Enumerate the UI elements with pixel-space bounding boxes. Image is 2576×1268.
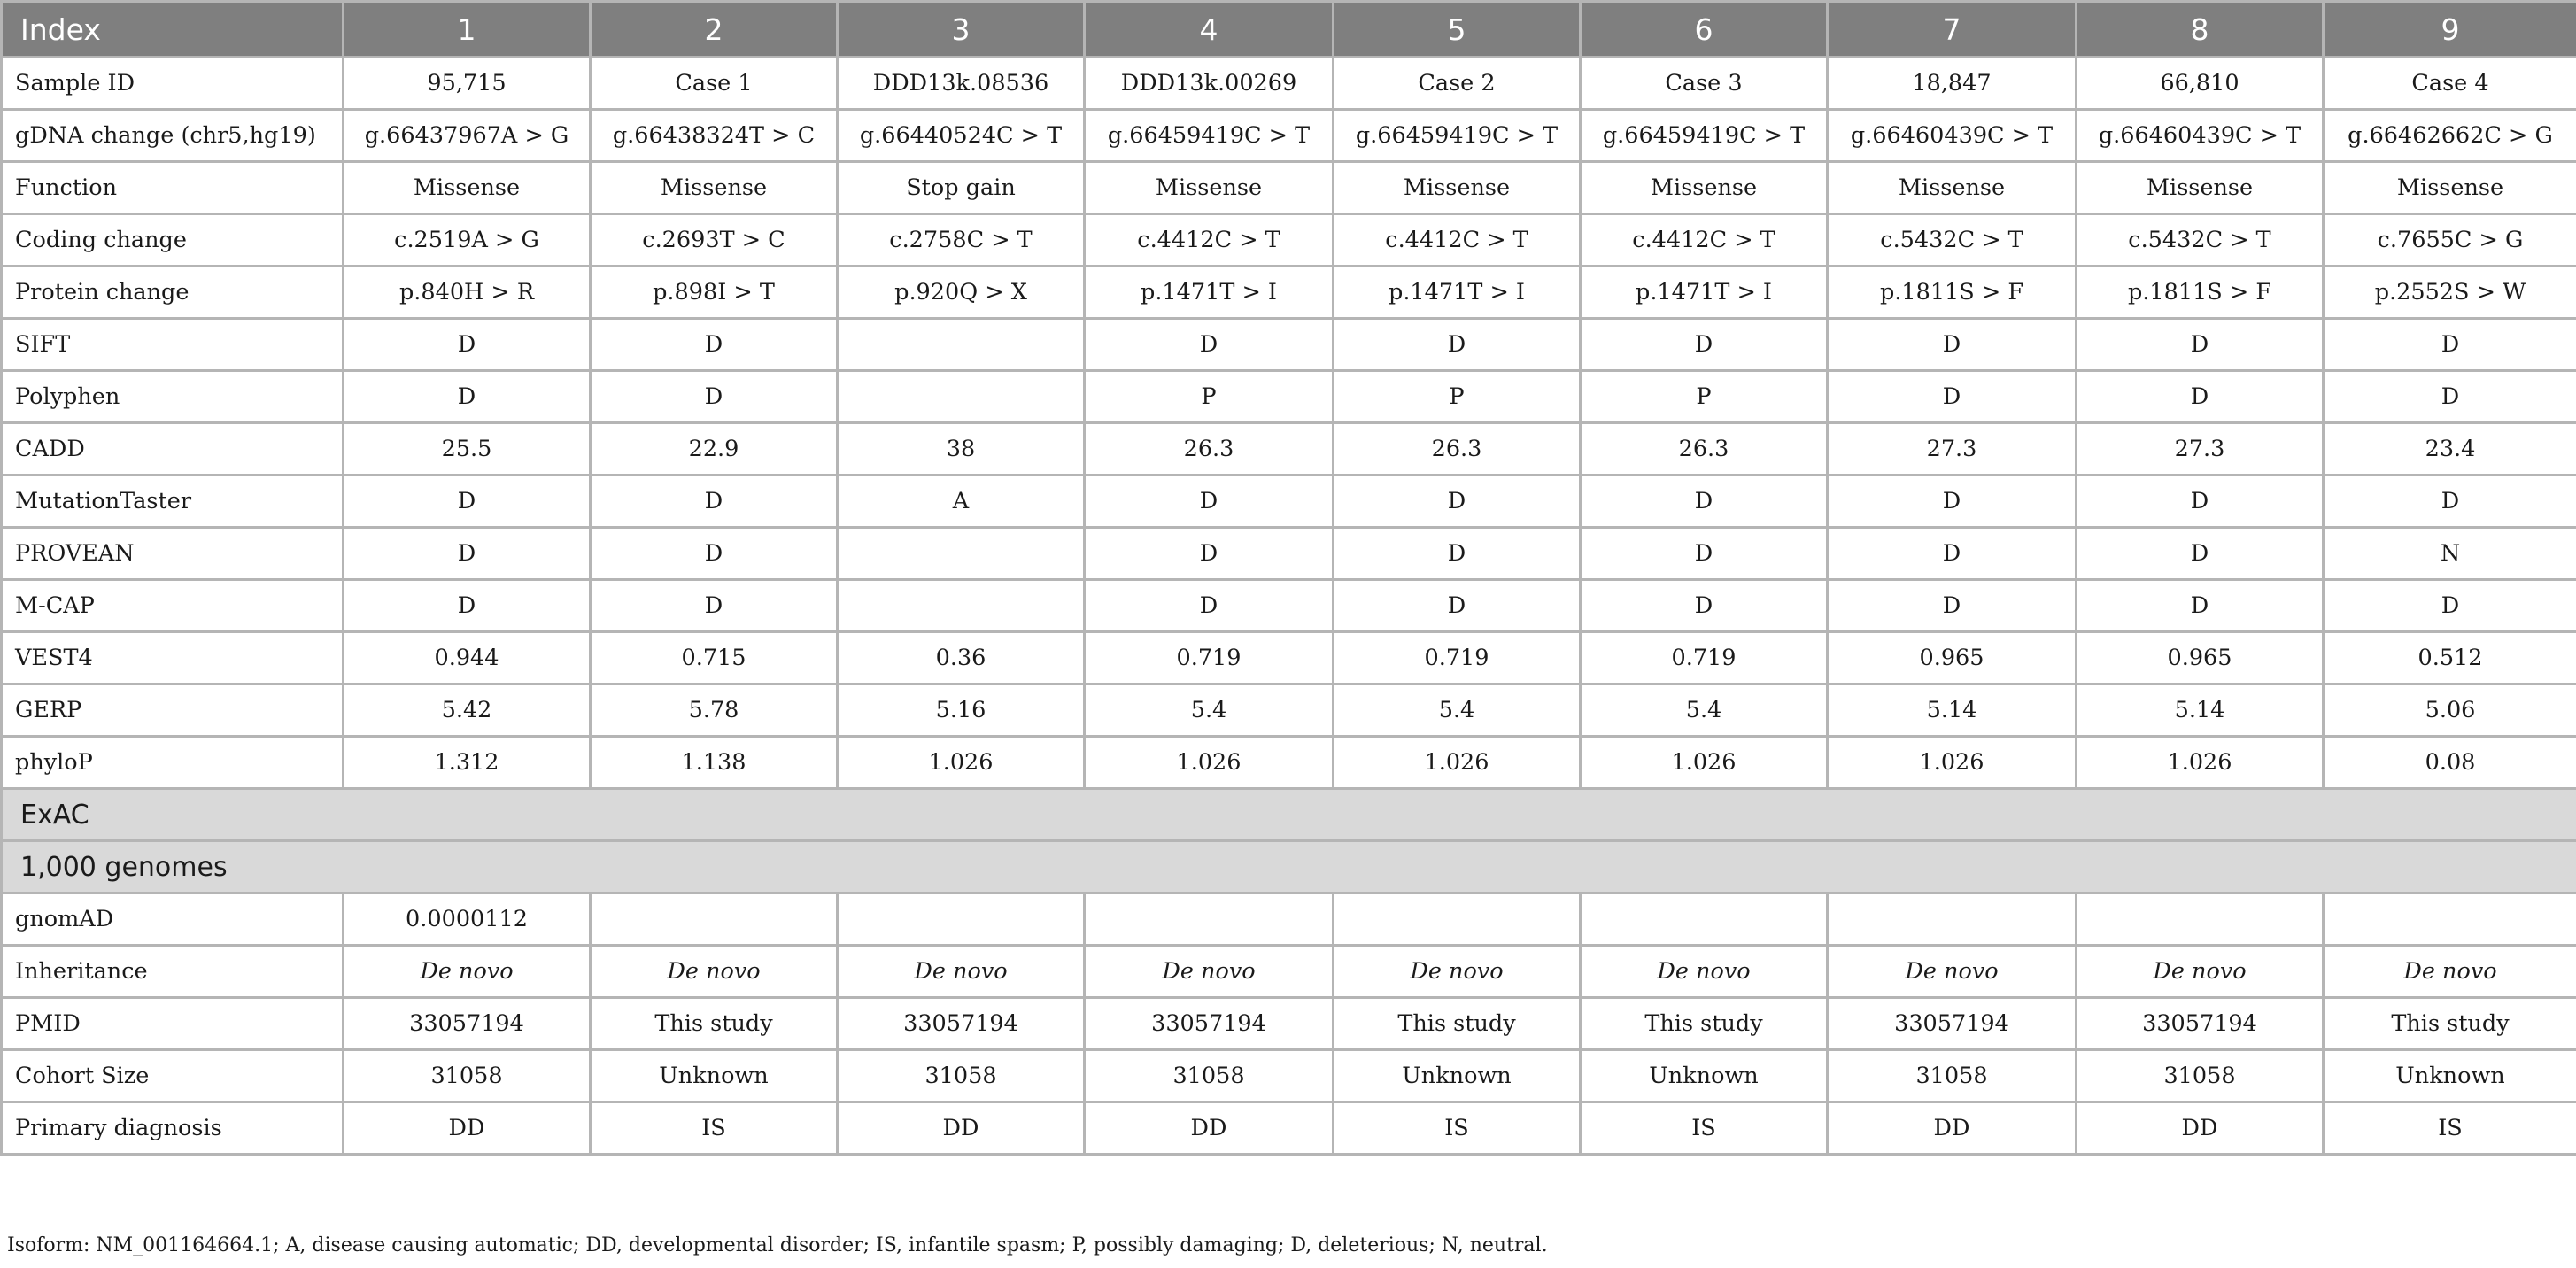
table-cell: D	[1085, 319, 1334, 371]
table-cell: 66,810	[2077, 58, 2324, 110]
table-cell: p.2552S > W	[2324, 267, 2576, 319]
row-label: Function	[2, 162, 344, 214]
table-cell: DD	[1085, 1102, 1334, 1155]
table-cell: p.1471T > I	[1085, 267, 1334, 319]
table-cell: D	[1334, 528, 1581, 580]
table-cell: 26.3	[1581, 423, 1828, 476]
table-cell: D	[1085, 580, 1334, 632]
table-cell: D	[2324, 476, 2576, 528]
column-header: 9	[2324, 2, 2576, 58]
row-label: Cohort Size	[2, 1050, 344, 1102]
table-cell: D	[344, 476, 591, 528]
table-cell: 5.16	[838, 684, 1085, 737]
table-cell: Case 1	[591, 58, 838, 110]
table-cell: D	[1334, 476, 1581, 528]
table-cell	[838, 528, 1085, 580]
column-header: 8	[2077, 2, 2324, 58]
table-cell: 5.4	[1334, 684, 1581, 737]
table-row	[2, 893, 2576, 946]
table-row	[2, 110, 2576, 162]
table-cell: De novo	[1085, 946, 1334, 998]
table-cell: 33057194	[1828, 998, 2077, 1050]
table-cell: Unknown	[591, 1050, 838, 1102]
table-cell: 33057194	[838, 998, 1085, 1050]
table-cell: D	[591, 476, 838, 528]
table-cell: De novo	[1828, 946, 2077, 998]
table-row	[2, 476, 2576, 528]
table-cell: 22.9	[591, 423, 838, 476]
table-row	[2, 371, 2576, 423]
table-cell: D	[344, 580, 591, 632]
row-label: SIFT	[2, 319, 344, 371]
table-cell: g.66459419C > T	[1334, 110, 1581, 162]
table-row	[2, 267, 2576, 319]
table-cell: D	[1085, 476, 1334, 528]
table-cell: g.66440524C > T	[838, 110, 1085, 162]
section-row	[2, 789, 2576, 841]
table-cell	[1334, 893, 1581, 946]
table-cell: 5.4	[1085, 684, 1334, 737]
table-cell: p.1811S > F	[2077, 267, 2324, 319]
table-cell: 31058	[1828, 1050, 2077, 1102]
table-cell: De novo	[344, 946, 591, 998]
row-label: VEST4	[2, 632, 344, 684]
table-cell: This study	[2324, 998, 2576, 1050]
table-cell: D	[2077, 319, 2324, 371]
row-label: phyloP	[2, 737, 344, 789]
table-cell: D	[344, 528, 591, 580]
table-cell: 1.026	[1085, 737, 1334, 789]
table-row	[2, 319, 2576, 371]
table-row	[2, 162, 2576, 214]
table-cell	[591, 893, 838, 946]
table-cell	[1581, 893, 1828, 946]
table-cell: p.1471T > I	[1334, 267, 1581, 319]
table-row	[2, 998, 2576, 1050]
table-cell: g.66462662C > G	[2324, 110, 2576, 162]
column-header: 7	[1828, 2, 2077, 58]
table-cell: p.898I > T	[591, 267, 838, 319]
table-cell: DD	[344, 1102, 591, 1155]
table-cell: De novo	[1334, 946, 1581, 998]
row-label: CADD	[2, 423, 344, 476]
table-cell: p.840H > R	[344, 267, 591, 319]
table-cell: 5.78	[591, 684, 838, 737]
table-row	[2, 528, 2576, 580]
table-cell: 31058	[1085, 1050, 1334, 1102]
table-cell: 38	[838, 423, 1085, 476]
table-cell: N	[2324, 528, 2576, 580]
table-cell: 27.3	[2077, 423, 2324, 476]
table-cell: DDD13k.00269	[1085, 58, 1334, 110]
table-cell: De novo	[838, 946, 1085, 998]
table-row	[2, 1050, 2576, 1102]
table-cell: This study	[1334, 998, 1581, 1050]
column-header: 6	[1581, 2, 1828, 58]
table-cell: c.4412C > T	[1334, 214, 1581, 267]
table-cell: g.66460439C > T	[2077, 110, 2324, 162]
row-label: GERP	[2, 684, 344, 737]
table-cell: 0.965	[1828, 632, 2077, 684]
table-cell: g.66459419C > T	[1581, 110, 1828, 162]
table-cell: D	[2324, 580, 2576, 632]
table-row	[2, 423, 2576, 476]
table-cell: D	[1828, 580, 2077, 632]
table-cell: 5.14	[1828, 684, 2077, 737]
table-cell	[838, 319, 1085, 371]
table-cell: De novo	[591, 946, 838, 998]
table-cell: 26.3	[1085, 423, 1334, 476]
table-cell: 27.3	[1828, 423, 2077, 476]
table-cell: Missense	[1085, 162, 1334, 214]
table-cell: D	[1828, 371, 2077, 423]
table-cell: g.66437967A > G	[344, 110, 591, 162]
table-cell: c.7655C > G	[2324, 214, 2576, 267]
table-cell: IS	[591, 1102, 838, 1155]
table-cell: 1.026	[2077, 737, 2324, 789]
table-cell	[838, 371, 1085, 423]
table-cell: D	[1581, 319, 1828, 371]
table-cell: DDD13k.08536	[838, 58, 1085, 110]
table-cell: 0.0000112	[344, 893, 591, 946]
table-cell: 0.719	[1581, 632, 1828, 684]
table-cell: D	[1334, 319, 1581, 371]
table-cell	[2077, 893, 2324, 946]
table-cell: This study	[591, 998, 838, 1050]
table-cell: 1.026	[838, 737, 1085, 789]
table-row	[2, 214, 2576, 267]
table-cell: c.4412C > T	[1085, 214, 1334, 267]
table-cell: g.66460439C > T	[1828, 110, 2077, 162]
table-cell: D	[1828, 476, 2077, 528]
table-cell: D	[1581, 476, 1828, 528]
table-cell: De novo	[1581, 946, 1828, 998]
table-cell: 26.3	[1334, 423, 1581, 476]
table-cell: 33057194	[2077, 998, 2324, 1050]
table-cell: De novo	[2077, 946, 2324, 998]
table-cell: P	[1334, 371, 1581, 423]
table-row	[2, 946, 2576, 998]
header-row	[2, 2, 2576, 58]
table-cell: D	[2077, 371, 2324, 423]
section-label: ExAC	[2, 789, 2576, 841]
table-cell: 5.4	[1581, 684, 1828, 737]
table-cell: 95,715	[344, 58, 591, 110]
table-cell: c.2758C > T	[838, 214, 1085, 267]
table-row	[2, 580, 2576, 632]
row-label: gnomAD	[2, 893, 344, 946]
column-header: 3	[838, 2, 1085, 58]
table-cell: D	[344, 319, 591, 371]
column-header: Index	[2, 2, 344, 58]
table-cell: 0.719	[1334, 632, 1581, 684]
table-cell: D	[591, 580, 838, 632]
row-label: gDNA change (chr5,hg19)	[2, 110, 344, 162]
table-cell	[2324, 893, 2576, 946]
table-row	[2, 632, 2576, 684]
table-cell: 0.719	[1085, 632, 1334, 684]
table-cell: DD	[1828, 1102, 2077, 1155]
table-cell: 18,847	[1828, 58, 2077, 110]
table-cell: D	[2324, 371, 2576, 423]
table-cell: D	[591, 528, 838, 580]
table-cell: 5.06	[2324, 684, 2576, 737]
column-header: 1	[344, 2, 591, 58]
table-cell: Stop gain	[838, 162, 1085, 214]
table-cell: Missense	[344, 162, 591, 214]
table-cell: 31058	[344, 1050, 591, 1102]
table-cell: D	[344, 371, 591, 423]
table-cell: 0.08	[2324, 737, 2576, 789]
table-cell: 0.965	[2077, 632, 2324, 684]
table-cell: 1.026	[1334, 737, 1581, 789]
section-row	[2, 841, 2576, 893]
table-cell: Missense	[1581, 162, 1828, 214]
table-cell: g.66438324T > C	[591, 110, 838, 162]
table-cell: Missense	[2324, 162, 2576, 214]
table-cell: D	[1581, 528, 1828, 580]
row-label: PROVEAN	[2, 528, 344, 580]
table-cell: Case 4	[2324, 58, 2576, 110]
column-header: 2	[591, 2, 838, 58]
table-cell: Unknown	[1334, 1050, 1581, 1102]
table-cell: 0.36	[838, 632, 1085, 684]
table-cell: 0.715	[591, 632, 838, 684]
table-cell: 5.42	[344, 684, 591, 737]
row-label: Coding change	[2, 214, 344, 267]
table-row	[2, 58, 2576, 110]
table-cell: D	[1334, 580, 1581, 632]
table-cell: Missense	[2077, 162, 2324, 214]
table-cell: p.1811S > F	[1828, 267, 2077, 319]
table-row	[2, 684, 2576, 737]
table-cell: c.5432C > T	[2077, 214, 2324, 267]
table-cell: 25.5	[344, 423, 591, 476]
table-cell: p.920Q > X	[838, 267, 1085, 319]
table-cell: 0.512	[2324, 632, 2576, 684]
table-cell: D	[2077, 528, 2324, 580]
row-label: Inheritance	[2, 946, 344, 998]
table-cell: DD	[838, 1102, 1085, 1155]
table-cell	[838, 580, 1085, 632]
table-cell: P	[1085, 371, 1334, 423]
table-cell: D	[591, 319, 838, 371]
table-cell: c.4412C > T	[1581, 214, 1828, 267]
table-cell	[838, 893, 1085, 946]
table-cell: D	[1581, 580, 1828, 632]
row-label: Primary diagnosis	[2, 1102, 344, 1155]
table-cell: P	[1581, 371, 1828, 423]
row-label: Protein change	[2, 267, 344, 319]
table-cell: c.2519A > G	[344, 214, 591, 267]
table-cell: D	[2077, 476, 2324, 528]
table-cell: IS	[1581, 1102, 1828, 1155]
table-cell: p.1471T > I	[1581, 267, 1828, 319]
table-cell: c.2693T > C	[591, 214, 838, 267]
row-label: Polyphen	[2, 371, 344, 423]
table-cell: g.66459419C > T	[1085, 110, 1334, 162]
table-cell: De novo	[2324, 946, 2576, 998]
table-cell: D	[2324, 319, 2576, 371]
table-cell: D	[591, 371, 838, 423]
table-cell: D	[1828, 528, 2077, 580]
table-cell: 31058	[838, 1050, 1085, 1102]
table-cell: D	[2077, 580, 2324, 632]
table-cell: DD	[2077, 1102, 2324, 1155]
row-label: Sample ID	[2, 58, 344, 110]
row-label: MutationTaster	[2, 476, 344, 528]
column-header: 4	[1085, 2, 1334, 58]
table-cell: IS	[1334, 1102, 1581, 1155]
table-cell: 1.312	[344, 737, 591, 789]
table-cell: This study	[1581, 998, 1828, 1050]
table-cell: D	[1828, 319, 2077, 371]
section-label: 1,000 genomes	[2, 841, 2576, 893]
table-cell: D	[1085, 528, 1334, 580]
table-cell: 33057194	[1085, 998, 1334, 1050]
table-cell: 23.4	[2324, 423, 2576, 476]
table-cell: 33057194	[344, 998, 591, 1050]
column-header: 5	[1334, 2, 1581, 58]
row-label: PMID	[2, 998, 344, 1050]
table-cell	[1085, 893, 1334, 946]
table-row	[2, 1102, 2576, 1155]
table-cell: Unknown	[1581, 1050, 1828, 1102]
table-cell: Unknown	[2324, 1050, 2576, 1102]
table-cell: IS	[2324, 1102, 2576, 1155]
table-cell: Missense	[1828, 162, 2077, 214]
table-cell: Case 3	[1581, 58, 1828, 110]
table-cell: 1.138	[591, 737, 838, 789]
table-cell: c.5432C > T	[1828, 214, 2077, 267]
table-cell: 1.026	[1828, 737, 2077, 789]
table-footnote: Isoform: NM_001164664.1; A, disease causing automatic; DD, developmental disorder; IS, infantile spasm; P, possibly damaging; D, deleterious; N, neutral.	[7, 1234, 1548, 1256]
table-cell	[1828, 893, 2077, 946]
table-cell: 31058	[2077, 1050, 2324, 1102]
table-cell: Missense	[591, 162, 838, 214]
table-cell: Missense	[1334, 162, 1581, 214]
row-label: M-CAP	[2, 580, 344, 632]
table-cell: 5.14	[2077, 684, 2324, 737]
table-cell: 1.026	[1581, 737, 1828, 789]
table-row	[2, 737, 2576, 789]
table-cell: 0.944	[344, 632, 591, 684]
table-cell: Case 2	[1334, 58, 1581, 110]
table-cell: A	[838, 476, 1085, 528]
